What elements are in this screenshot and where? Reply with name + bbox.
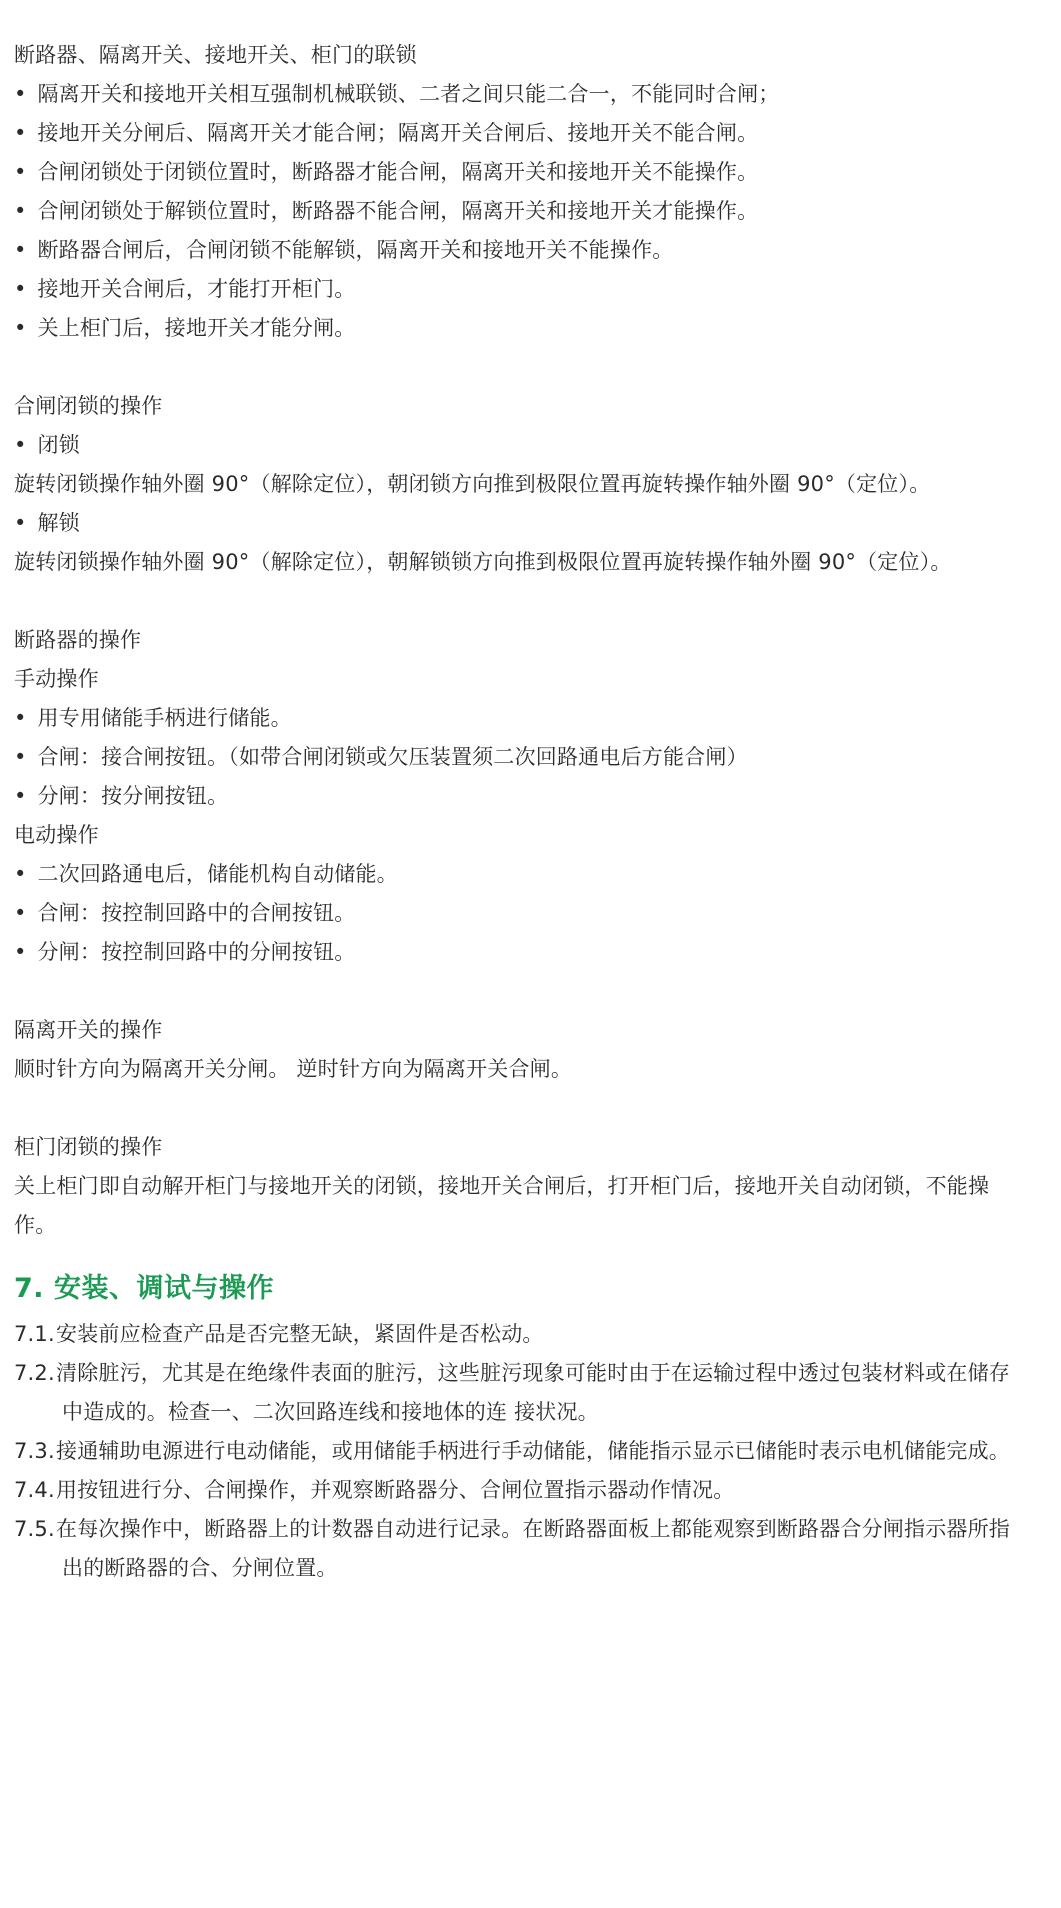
item-number: 7.4. [14, 1478, 55, 1502]
item-number: 7.3. [14, 1439, 55, 1463]
document-page [14, 36, 1034, 1588]
bullet: • [14, 82, 27, 106]
numbered-item [14, 1471, 1034, 1510]
interlock-item [14, 270, 1034, 309]
electric-op-title: 电动操作 [14, 823, 99, 847]
interlock-item-text: 隔离开关和接地开关相互强制机械联锁、二者之间只能二合一，不能同时合闸； [37, 82, 780, 106]
unlock-label [14, 504, 1034, 543]
manual-op-title: 手动操作 [14, 667, 99, 691]
bullet: • [14, 901, 27, 925]
item-text: 安装前应检查产品是否完整无缺，紧固件是否松动。 [56, 1322, 544, 1346]
interlock-item-text: 接地开关合闸后，才能打开柜门。 [37, 277, 356, 301]
manual-item-text: 用专用储能手柄进行储能。 [37, 706, 292, 730]
numbered-item [14, 1354, 1034, 1432]
breaker-op-title: 断路器的操作 [14, 628, 142, 652]
interlock-title: 断路器、隔离开关、接地开关、柜门的联锁 [14, 43, 417, 67]
lock-label [14, 426, 1034, 465]
interlock-item [14, 114, 1034, 153]
close-lock-title: 合闸闭锁的操作 [14, 394, 163, 418]
lock-label-text: 闭锁 [37, 433, 80, 457]
lock-text: 旋转闭锁操作轴外圈 90°（解除定位），朝闭锁方向推到极限位置再旋转操作轴外圈 90°（定位）。 [14, 472, 931, 496]
isolator-op-title: 隔离开关的操作 [14, 1018, 163, 1042]
isolator-op-text: 顺时针方向为隔离开关分闸。 逆时针方向为隔离开关合闸。 [14, 1057, 573, 1081]
numbered-item [14, 1510, 1034, 1588]
bullet: • [14, 706, 27, 730]
item-text: 清除脏污，尤其是在绝缘件表面的脏污，这些脏污现象可能时由于在运输过程中透过包装材料或在储存中造成的。检查一、二次回路连线和接地体的连 接状况。 [56, 1361, 1010, 1424]
manual-item [14, 699, 1034, 738]
item-number: 7.2. [14, 1361, 55, 1385]
interlock-item [14, 192, 1034, 231]
interlock-item-text: 关上柜门后，接地开关才能分闸。 [37, 316, 356, 340]
interlock-item [14, 231, 1034, 270]
numbered-item [14, 1315, 1034, 1354]
interlock-item-text: 合闸闭锁处于解锁位置时，断路器不能合闸，隔离开关和接地开关才能操作。 [37, 199, 759, 223]
interlock-item [14, 75, 1034, 114]
item-text: 接通辅助电源进行电动储能，或用储能手柄进行手动储能，储能指示显示已储能时表示电机储能完成。 [56, 1439, 1010, 1463]
item-text: 在每次操作中，断路器上的计数器自动进行记录。在断路器面板上都能观察到断路器合分闸指示器所指出的断路器的合、分闸位置。 [56, 1517, 1010, 1580]
electric-item-text: 分闸：按控制回路中的分闸按钮。 [37, 940, 356, 964]
electric-item [14, 894, 1034, 933]
item-number: 7.1. [14, 1322, 55, 1346]
spacer [14, 1089, 1034, 1128]
bullet: • [14, 316, 27, 340]
electric-item-text: 合闸：按控制回路中的合闸按钮。 [37, 901, 356, 925]
bullet: • [14, 940, 27, 964]
spacer [14, 972, 1034, 1011]
bullet: • [14, 784, 27, 808]
interlock-item-text: 接地开关分闸后、隔离开关才能合闸；隔离开关合闸后、接地开关不能合闸。 [37, 121, 759, 145]
bullet: • [14, 160, 27, 184]
bullet: • [14, 199, 27, 223]
unlock-label-text: 解锁 [37, 511, 80, 535]
electric-item-text: 二次回路通电后，储能机构自动储能。 [37, 862, 398, 886]
item-text: 用按钮进行分、合闸操作，并观察断路器分、合闸位置指示器动作情况。 [56, 1478, 735, 1502]
section-heading: 7. 安装、调试与操作 [14, 1273, 274, 1304]
electric-item [14, 933, 1034, 972]
door-lock-text: 关上柜门即自动解开柜门与接地开关的闭锁，接地开关合闸后，打开柜门后，接地开关自动闭锁，不能操作。 [14, 1174, 990, 1237]
bullet: • [14, 511, 27, 535]
interlock-item-text: 合闸闭锁处于闭锁位置时，断路器才能合闸，隔离开关和接地开关不能操作。 [37, 160, 759, 184]
bullet: • [14, 238, 27, 262]
numbered-item [14, 1432, 1034, 1471]
bullet: • [14, 745, 27, 769]
electric-item [14, 855, 1034, 894]
interlock-item-text: 断路器合闸后，合闸闭锁不能解锁，隔离开关和接地开关不能操作。 [37, 238, 674, 262]
manual-item-text: 分闸：按分闸按钮。 [37, 784, 229, 808]
manual-item [14, 738, 1034, 777]
bullet: • [14, 862, 27, 886]
interlock-item [14, 153, 1034, 192]
manual-item-text: 合闸：接合闸按钮。（如带合闸闭锁或欠压装置须二次回路通电后方能合闸） [37, 745, 748, 769]
bullet: • [14, 121, 27, 145]
bullet: • [14, 433, 27, 457]
unlock-text: 旋转闭锁操作轴外圈 90°（解除定位），朝解锁锁方向推到极限位置再旋转操作轴外圈 90°（定位）。 [14, 550, 952, 574]
item-number: 7.5. [14, 1517, 55, 1541]
door-lock-title: 柜门闭锁的操作 [14, 1135, 163, 1159]
spacer [14, 582, 1034, 621]
manual-item [14, 777, 1034, 816]
bullet: • [14, 277, 27, 301]
interlock-item [14, 309, 1034, 348]
spacer [14, 348, 1034, 387]
